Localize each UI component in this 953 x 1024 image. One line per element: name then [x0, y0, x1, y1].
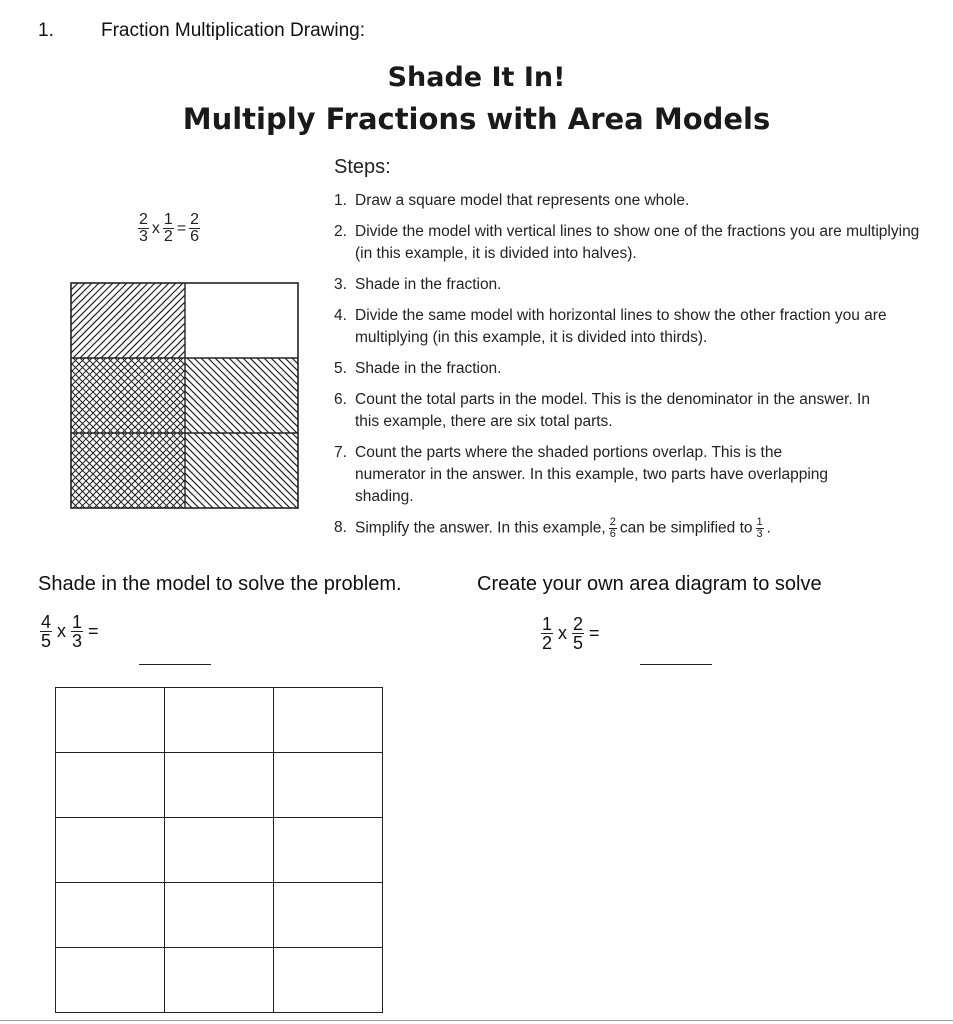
problem-2-fraction-b: [572, 615, 584, 652]
grid-cell[interactable]: [165, 818, 274, 883]
grid-row: [56, 753, 383, 818]
numerator: 1: [542, 614, 553, 634]
step-number: 3.: [334, 276, 347, 293]
hatch-line: [152, 433, 227, 508]
hatch-line: [220, 283, 295, 358]
worksheet-title: Shade It In!: [387, 62, 566, 93]
hatch-line: [241, 433, 300, 508]
hatch-line: [187, 358, 262, 433]
hatch-line: [159, 358, 234, 433]
step-text: [355, 517, 934, 540]
grid-cell[interactable]: [274, 818, 383, 883]
example-fraction-a: [138, 212, 149, 245]
hatch-line: [241, 283, 300, 358]
step-number: 1.: [334, 192, 347, 209]
hatch-line: [159, 433, 234, 508]
example-fraction-b: [163, 212, 174, 245]
hatch-line: [248, 283, 300, 358]
equals-sign: =: [88, 621, 99, 641]
denominator: 5: [573, 633, 584, 653]
numerator: 2: [609, 516, 616, 528]
hatch-line: [241, 433, 300, 508]
grid-cell[interactable]: [56, 883, 165, 948]
hatch-line: [234, 283, 300, 358]
hatch-line: [299, 358, 300, 433]
denominator: 5: [41, 631, 52, 651]
denominator: 2: [542, 633, 553, 653]
hatch-line: [222, 358, 297, 433]
hatch-line: [206, 283, 281, 358]
hatch-line: [241, 358, 300, 433]
step-text: Draw a square model that represents one whole.: [355, 192, 690, 209]
grid-cell[interactable]: [165, 688, 274, 753]
step-text-part: Simplify the answer. In this example,: [355, 519, 606, 537]
hatch-line: [299, 433, 300, 508]
hatch-line: [108, 283, 183, 358]
step-text: Count the parts where the shaded portions overlap. This is the numerator in the answer. In this example, two parts have overlapping shading.: [355, 444, 829, 505]
hatch-line: [166, 433, 241, 508]
hatch-line: [180, 433, 255, 508]
hatch-line: [178, 283, 253, 358]
hatch-line: [173, 433, 248, 508]
problem-1-answer-blank[interactable]: [139, 640, 211, 665]
numerator: 1: [163, 211, 173, 228]
problem-2-answer-blank[interactable]: [640, 640, 712, 665]
step-text: Shade in the fraction.: [355, 276, 502, 293]
problem-2-fraction-a: [541, 615, 553, 652]
step-number: 2.: [334, 223, 347, 240]
hatch-line: [80, 283, 155, 358]
grid-cell[interactable]: [165, 883, 274, 948]
numerator: 2: [190, 211, 200, 228]
step-text: Divide the same model with horizontal lines to show the other fraction you are multiplying (in this example, it is divided into thirds).: [355, 307, 887, 346]
step-item: [334, 389, 934, 433]
hatch-line: [241, 358, 300, 433]
grid-cell[interactable]: [274, 883, 383, 948]
denominator: 2: [163, 228, 173, 245]
hatch-line: [173, 358, 248, 433]
hatch-line: [199, 283, 274, 358]
grid-cell[interactable]: [56, 818, 165, 883]
hatch-line: [187, 433, 262, 508]
grid-cell[interactable]: [274, 688, 383, 753]
step-number: 5.: [334, 360, 347, 377]
grid-cell[interactable]: [274, 948, 383, 1013]
grid-cell[interactable]: [165, 753, 274, 818]
numerator: 1: [756, 516, 763, 528]
step-number: 4.: [334, 307, 347, 324]
hatch-line: [215, 358, 290, 433]
step-text-part: .: [766, 519, 771, 537]
hatch-line: [101, 283, 176, 358]
step-text: Shade in the fraction.: [355, 360, 502, 377]
step-item: [334, 190, 934, 212]
hatch-line: [185, 283, 260, 358]
example-fraction-result: [189, 212, 200, 245]
hatch-line: [201, 433, 276, 508]
numerator: 2: [573, 614, 584, 634]
hatch-line: [122, 283, 197, 358]
hatch-line: [192, 283, 267, 358]
problem-1-equation: [40, 613, 104, 650]
own-diagram-prompt: Create your own area diagram to solve: [477, 573, 822, 595]
denominator: 6: [609, 528, 616, 540]
step-item: [334, 274, 934, 296]
grid-row: [56, 688, 383, 753]
step-text-part: can be simplified to: [619, 519, 753, 537]
equals-sign: =: [589, 623, 600, 643]
numerator: 2: [139, 211, 148, 228]
steps-heading: Steps:: [334, 156, 391, 178]
multiply-sign: x: [151, 219, 160, 237]
hatch-line: [222, 433, 297, 508]
step-number: 6.: [334, 391, 347, 408]
question-title: Fraction Multiplication Drawing:: [101, 20, 365, 41]
grid-row: [56, 948, 383, 1013]
worksheet-subtitle: Multiply Fractions with Area Models: [182, 102, 771, 136]
step-item: [334, 517, 934, 540]
hatch-line: [213, 283, 288, 358]
grid-cell[interactable]: [56, 753, 165, 818]
shade-model-prompt: Shade in the model to solve the problem.: [38, 573, 402, 595]
problem-1-fraction-b: [71, 613, 83, 650]
grid-cell[interactable]: [56, 948, 165, 1013]
hatch-line: [150, 283, 225, 358]
steps-list: [334, 190, 934, 540]
problem-1-fraction-a: [40, 613, 52, 650]
multiply-sign: x: [57, 621, 67, 641]
hatch-line: [208, 358, 283, 433]
hatch-line: [73, 283, 148, 358]
hatch-line: [87, 283, 162, 358]
hatch-line: [166, 358, 241, 433]
hatch-line: [194, 358, 269, 433]
hatch-line: [157, 283, 232, 358]
problem-2-equation: [541, 615, 605, 652]
denominator: 3: [756, 528, 763, 540]
hatch-line: [255, 283, 300, 358]
hatch-line: [152, 358, 227, 433]
example-equation: [138, 212, 200, 245]
hatch-line: [180, 358, 255, 433]
hatch-line: [171, 283, 246, 358]
grid-row: [56, 818, 383, 883]
hatch-line: [143, 283, 218, 358]
shading-grid: [55, 687, 383, 1013]
inline-fraction: [756, 517, 764, 540]
question-number: 1.: [38, 20, 54, 41]
example-area-model: [70, 282, 300, 510]
step-item: [334, 221, 934, 265]
grid-cell[interactable]: [274, 753, 383, 818]
numerator: 4: [41, 612, 52, 632]
step-item: [334, 358, 934, 380]
step-text: Divide the model with vertical lines to show one of the fractions you are multiplying (in this example, it is divided into halves).: [355, 223, 920, 262]
step-item: [334, 442, 934, 508]
grid-cell[interactable]: [165, 948, 274, 1013]
denominator: 3: [72, 631, 83, 651]
multiply-sign: x: [558, 623, 568, 643]
page-bottom-rule: [0, 1020, 953, 1021]
equals-sign: =: [176, 219, 187, 237]
step-text: Count the total parts in the model. This is the denominator in the answer. In this example, there are six total parts.: [355, 391, 870, 430]
grid-row: [56, 883, 383, 948]
hatch-line: [94, 283, 169, 358]
numerator: 1: [72, 612, 83, 632]
hatch-line: [208, 433, 283, 508]
hatch-line: [201, 358, 276, 433]
hatch-line: [136, 283, 211, 358]
step-number: 8.: [334, 519, 347, 536]
grid-cell[interactable]: [56, 688, 165, 753]
step-number: 7.: [334, 444, 347, 461]
inline-fraction: [609, 517, 617, 540]
step-item: [334, 305, 934, 349]
hatch-line: [164, 283, 239, 358]
hatch-line: [115, 283, 190, 358]
denominator: 3: [139, 228, 148, 245]
denominator: 6: [190, 228, 200, 245]
hatch-line: [215, 433, 290, 508]
hatch-line: [227, 283, 300, 358]
hatch-line: [129, 283, 204, 358]
hatch-line: [194, 433, 269, 508]
